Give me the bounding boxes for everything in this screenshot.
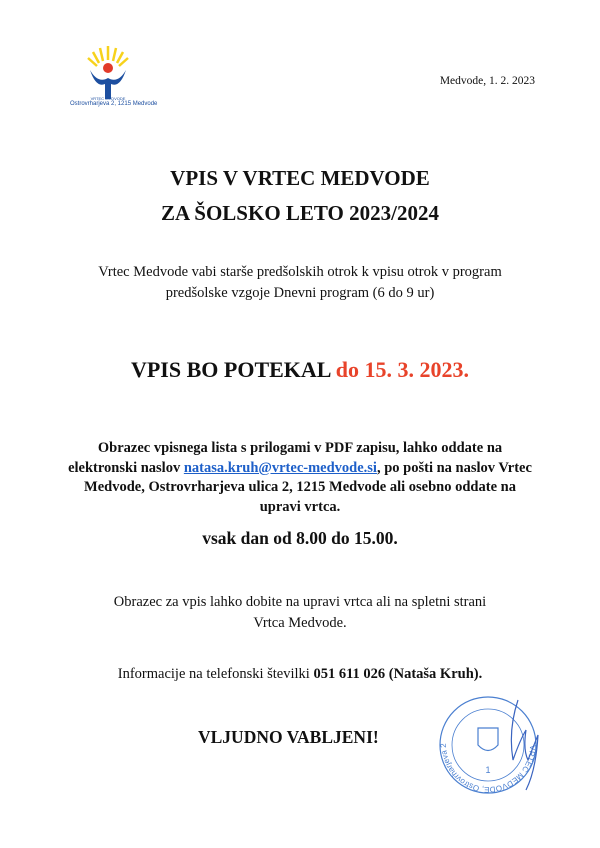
submission-line-2	[0, 459, 600, 479]
contact-info	[0, 666, 600, 683]
forms-paragraph	[0, 592, 600, 634]
submission-line-2-pre: elektronski naslov	[68, 459, 181, 476]
submission-line-2-post: , po pošti na naslov Vrtec	[376, 459, 532, 476]
email-link[interactable]: natasa.kruh@vrtec-medvode.si	[183, 459, 377, 476]
deadline-heading	[0, 357, 600, 383]
intro-line-2: predšolske vzgoje Dnevni program (6 do 9 ur)	[165, 285, 435, 301]
intro-paragraph	[0, 262, 600, 304]
contact-phone: 051 611 026 (Nataša Kruh).	[313, 666, 483, 682]
title-line-1: VPIS V VRTEC MEDVODE	[170, 166, 430, 190]
official-stamp	[428, 690, 558, 800]
forms-line-2: Vrtca Medvode.	[253, 615, 347, 631]
stamp-number: 1	[485, 765, 491, 775]
submission-line-1: Obrazec vpisnega lista s prilogami v PDF zapisu, lahko oddate na	[97, 440, 503, 456]
closing-text: VLJUDNO VABLJENI!	[198, 727, 379, 747]
logo-address: Ostrovrharjeva 2, 1215 Medvode	[70, 101, 158, 107]
svg-text:VRTEC MEDVODE: VRTEC MEDVODE	[90, 96, 126, 101]
deadline-date: do 15. 3. 2023.	[335, 357, 470, 382]
intro-line-1: Vrtec Medvode vabi starše predšolskih otrok k vpisu otrok v program	[98, 264, 502, 280]
office-hours: vsak dan od 8.00 do 15.00.	[202, 528, 398, 548]
submission-line-3: Medvode, Ostrovrharjeva ulica 2, 1215 Medvode ali osebno oddate na	[84, 479, 516, 495]
deadline-prefix: VPIS BO POTEKAL	[130, 357, 331, 382]
document-date: Medvode, 1. 2. 2023	[439, 75, 535, 87]
title-line-2: ZA ŠOLSKO LETO 2023/2024	[161, 201, 439, 225]
submission-line-4: upravi vrtca.	[259, 498, 341, 515]
svg-text:VRTEC MEDVODE, Ostrovrharjeva: VRTEC MEDVODE, Ostrovrharjeva 2	[438, 743, 538, 795]
forms-line-1: Obrazec za vpis lahko dobite na upravi vrtca ali na spletni strani	[113, 594, 487, 610]
submission-paragraph	[0, 439, 600, 517]
contact-prefix: Informacije na telefonski številki	[117, 666, 310, 682]
